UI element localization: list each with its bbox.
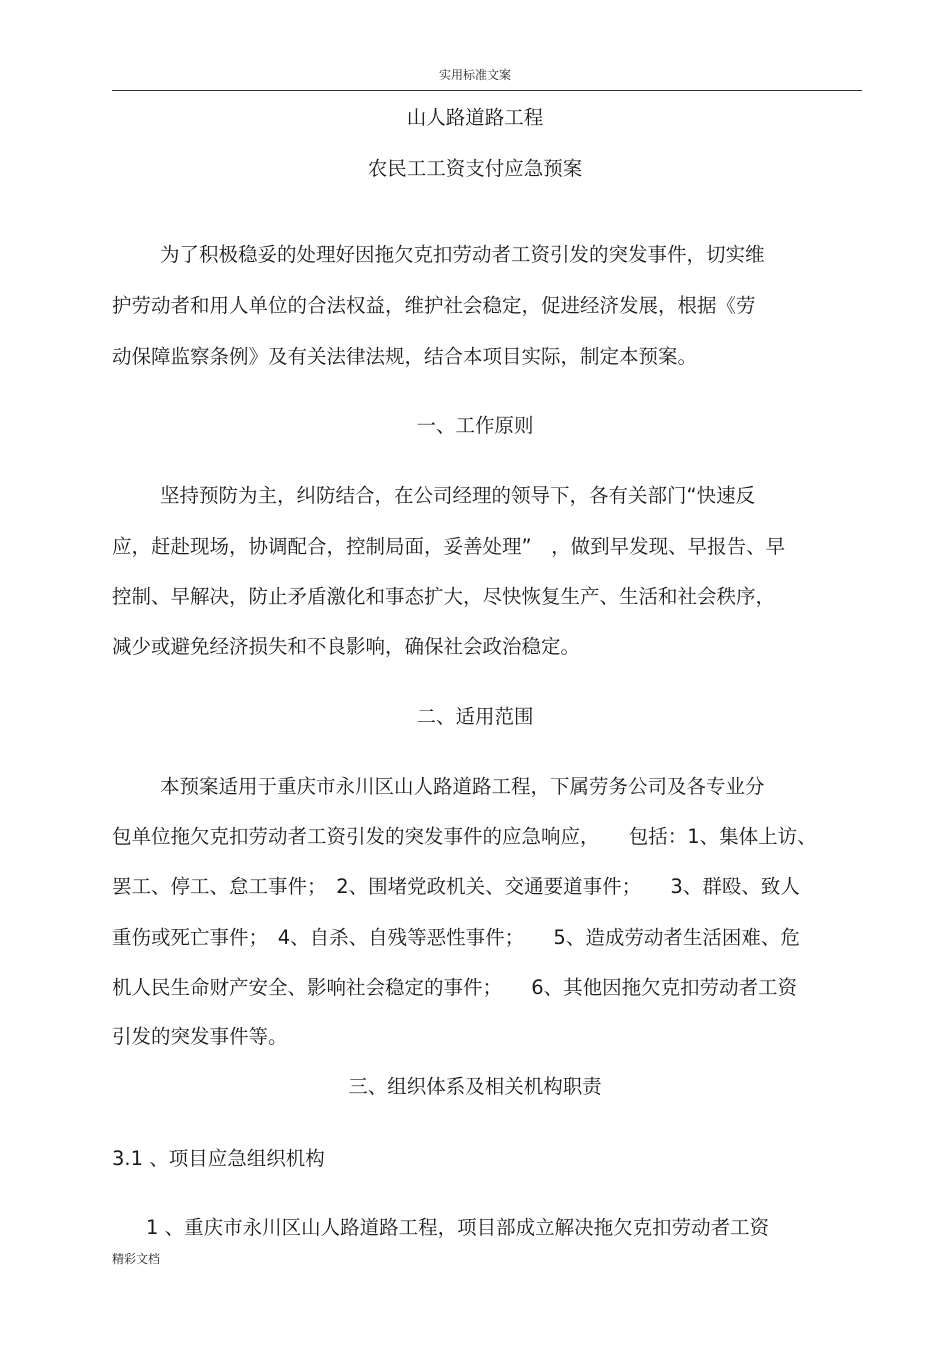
section1-line-1: 坚持预防为主，纠防结合，在公司经理的领导下，各有关部门“快速反 — [160, 484, 756, 507]
intro-line-1: 为了积极稳妥的处理好因拖欠克扣劳动者工资引发的突发事件，切实维 — [160, 243, 765, 266]
section1-line-4: 减少或避免经济损失和不良影响，确保社会政治稳定。 — [112, 635, 581, 658]
section2-line-5: 机人民生命财产安全、影响社会稳定的事件； 6、其他因拖欠克扣劳动者工资 — [112, 976, 798, 999]
section1-line-2: 应，赶赴现场，协调配合，控制局面，妥善处理” ，做到早发现、早报告、早 — [112, 535, 786, 558]
section1-heading: 一、工作原则 — [416, 414, 534, 437]
section3-item-1: 1 、重庆市永川区山人路道路工程，项目部成立解决拖欠克扣劳动者工资 — [146, 1216, 770, 1239]
title-line-1: 山人路道路工程 — [406, 106, 544, 129]
title-line-2: 农民工工资支付应急预案 — [367, 157, 583, 180]
section2-line-2: 包单位拖欠克扣劳动者工资引发的突发事件的应急响应， 包括：1、集体上访、 — [112, 825, 817, 848]
section2-heading: 二、适用范围 — [416, 705, 534, 728]
section2-line-3: 罢工、停工、怠工事件； 2、围堵党政机关、交通要道事件； 3、群殴、致人 — [112, 875, 800, 898]
section3-subheading: 3.1 、项目应急组织机构 — [112, 1147, 325, 1170]
intro-line-3: 动保障监察条例》及有关法律法规，结合本项目实际，制定本预案。 — [112, 345, 698, 368]
section2-line-4: 重伤或死亡事件； 4、自杀、自残等恶性事件； 5、造成劳动者生活困难、危 — [112, 926, 800, 949]
header-rule — [112, 90, 862, 91]
intro-line-2: 护劳动者和用人单位的合法权益，维护社会稳定，促进经济发展，根据《劳 — [112, 294, 756, 317]
section2-line-1: 本预案适用于重庆市永川区山人路道路工程，下属劳务公司及各专业分 — [160, 775, 765, 798]
section1-line-3: 控制、早解决，防止矛盾激化和事态扩大，尽快恢复生产、生活和社会秩序， — [112, 585, 776, 608]
page-footer: 精彩文档 — [112, 1252, 161, 1266]
page-header: 实用标准文案 — [438, 68, 511, 82]
section3-heading: 三、组织体系及相关机构职责 — [348, 1075, 602, 1098]
section2-line-6: 引发的突发事件等。 — [112, 1025, 288, 1048]
